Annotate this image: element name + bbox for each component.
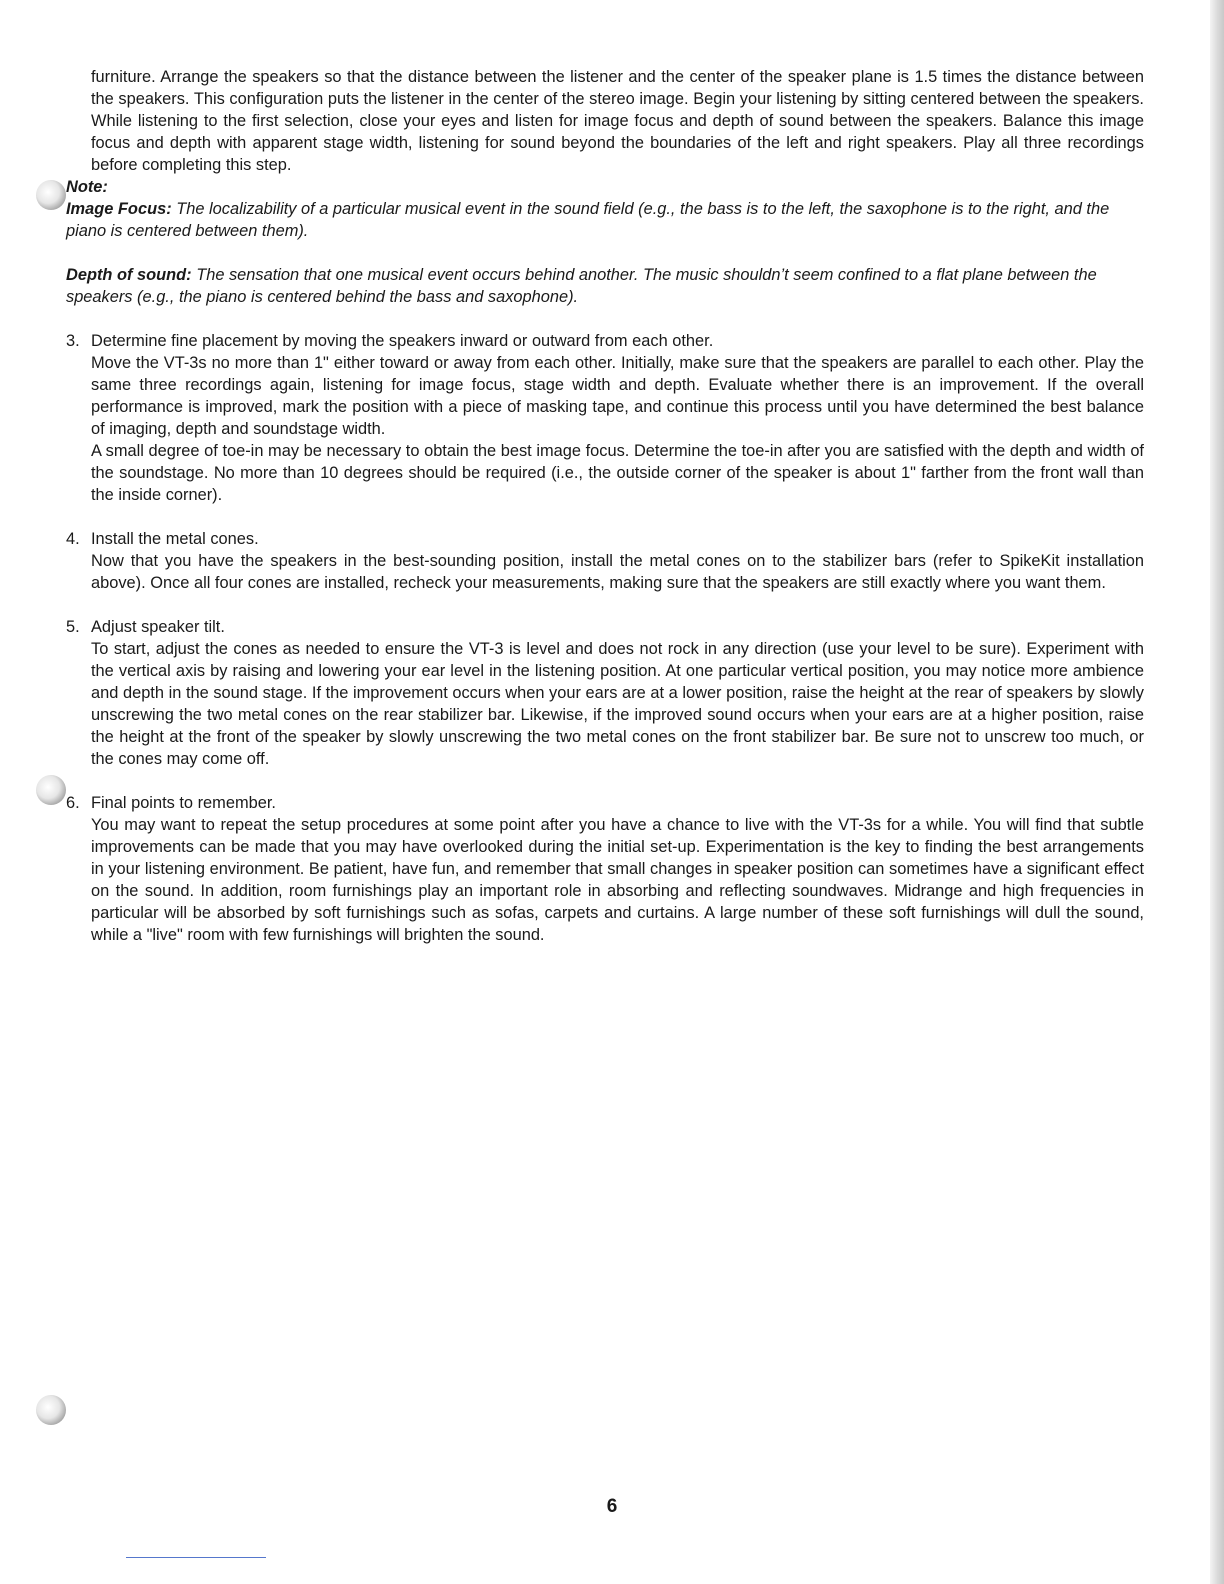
- depth-of-sound-term: Depth of sound:: [66, 266, 192, 284]
- step-6: [66, 792, 1144, 946]
- image-focus-definition: [66, 198, 1144, 242]
- footer-rule: [126, 1557, 266, 1558]
- step-number: 6.: [66, 794, 80, 812]
- depth-of-sound-text: The sensation that one musical event occurs behind another. The music shouldn’t seem confined to a flat plane between the speakers (e.g., the piano is centered behind the bass and saxophone).: [66, 266, 1097, 306]
- binder-hole-icon: [36, 1395, 66, 1425]
- page-content: [66, 66, 1144, 946]
- image-focus-text: The localizability of a particular musical event in the sound field (e.g., the bass is to the left, the saxophone is to the right, and the piano is centered between them).: [66, 200, 1110, 240]
- page-number: 6: [606, 1496, 618, 1517]
- step-body: You may want to repeat the setup procedures at some point after you have a chance to live with the VT-3s for a while. You will find that subtle improvements can be made that you may have overlooked during the initial set-up. Experimentation is the key to finding the best arrangements in your listening environment. Be patient, have fun, and remember that small changes in speaker position can sometimes have a significant effect on the sound. In addition, room furnishings play an important role in absorbing and reflecting soundwaves. Midrange and high frequencies in particular will be absorbed by soft furnishings such as sofas, carpets and curtains. A large number of these soft furnishings will dull the sound, while a "live" room with few furnishings will brighten the sound.: [91, 816, 1144, 944]
- step-4: [66, 528, 1144, 594]
- binder-hole-icon: [36, 180, 66, 210]
- depth-of-sound-definition: [66, 264, 1144, 308]
- step-5: [66, 616, 1144, 770]
- step-title: Final points to remember.: [91, 794, 276, 812]
- step-body: Move the VT-3s no more than 1" either toward or away from each other. Initially, make sure that the speakers are parallel to each other. Play the same three recordings again, listening for image focus, stage width and depth. Evaluate whether there is an improvement. If the overall performance is improved, mark the position with a piece of masking tape, and continue this process until you have determined the best balance of imaging, depth and soundstage width.: [91, 354, 1144, 438]
- step-title: Adjust speaker tilt.: [91, 618, 225, 636]
- step-body-continued: A small degree of toe-in may be necessary to obtain the best image focus. Determine the toe-in after you are satisfied with the depth and width of the soundstage. No more than 10 degrees should be required (i.e., the outside corner of the speaker is about 1" farther from the front wall than the inside corner).: [91, 442, 1144, 504]
- step-number: 4.: [66, 530, 80, 548]
- page-edge-shadow: [1210, 0, 1224, 1584]
- intro-paragraph: furniture. Arrange the speakers so that the distance between the listener and the center of the speaker plane is 1.5 times the distance between the speakers. This configuration puts the listener in the center of the stereo image. Begin your listening by sitting centered between the speakers. While listening to the first selection, close your eyes and listen for image focus and depth of sound between the speakers. Balance this image focus and depth with apparent stage width, listening for sound beyond the boundaries of the left and right speakers. Play all three recordings before completing this step.: [91, 68, 1144, 174]
- step-title: Determine fine placement by moving the speakers inward or outward from each other.: [91, 332, 714, 350]
- note-label: Note:: [66, 178, 108, 196]
- step-3: [66, 330, 1144, 506]
- step-body: To start, adjust the cones as needed to ensure the VT-3 is level and does not rock in any direction (use your level to be sure). Experiment with the vertical axis by raising and lowering your ear level in the listening position. At one particular vertical position, you may notice more ambience and depth in the sound stage. If the improvement occurs when your ears are at a lower position, raise the height at the rear of speakers by slowly unscrewing the two metal cones on the rear stabilizer bar. Likewise, if the improved sound occurs when your ears are at a higher position, raise the height at the front of the speaker by slowly unscrewing the two metal cones on the front stabilizer bar. Be sure not to unscrew too much, or the cones may come off.: [91, 640, 1144, 768]
- image-focus-term: Image Focus:: [66, 200, 172, 218]
- step-number: 3.: [66, 332, 80, 350]
- binder-hole-icon: [36, 775, 66, 805]
- step-body: Now that you have the speakers in the best-sounding position, install the metal cones on to the stabilizer bars (refer to SpikeKit installation above). Once all four cones are installed, recheck your measurements, making sure that the speakers are still exactly where you want them.: [91, 552, 1144, 592]
- step-title: Install the metal cones.: [91, 530, 259, 548]
- step-number: 5.: [66, 618, 80, 636]
